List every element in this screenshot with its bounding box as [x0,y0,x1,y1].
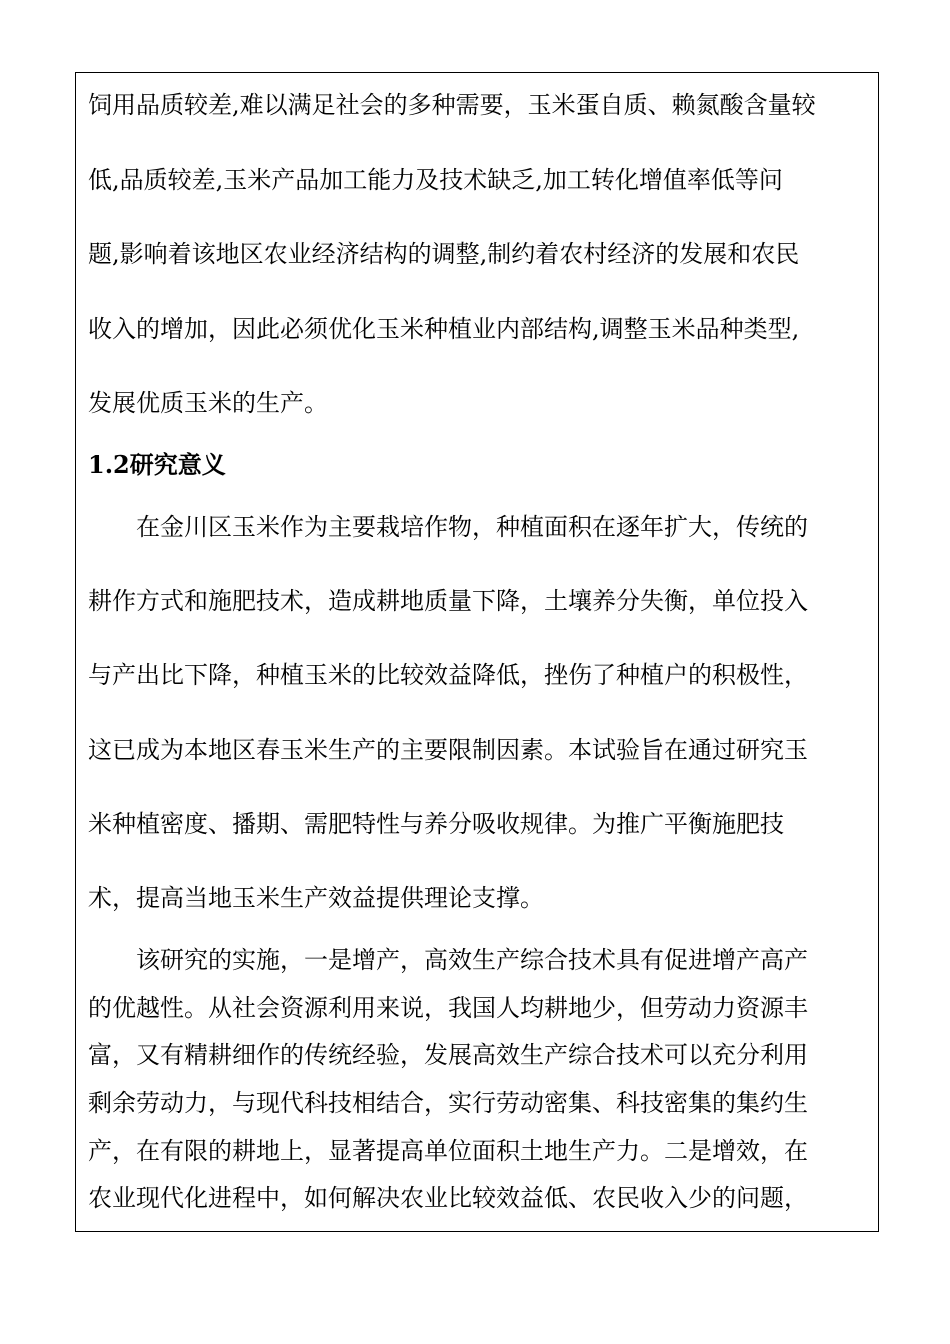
text-line: 低,品质较差,玉米产品加工能力及技术缺乏,加工转化增值率低等问 [88,166,783,194]
document-frame [75,72,879,1232]
text-line: 收入的增加，因此必须优化玉米种植业内部结构,调整玉米品种类型, [88,315,800,343]
text-line: 的优越性。从社会资源利用来说，我国人均耕地少，但劳动力资源丰 [88,994,808,1022]
text-line: 与产出比下降，种植玉米的比较效益降低，挫伤了种植户的积极性， [88,661,808,689]
text-line: 农业现代化进程中，如何解决农业比较效益低、农民收入少的问题， [88,1184,808,1212]
text-line: 这已成为本地区春玉米生产的主要限制因素。本试验旨在通过研究玉 [88,736,808,764]
text-line: 产，在有限的耕地上，显著提高单位面积土地生产力。二是增效，在 [88,1137,808,1165]
text-line: 该研究的实施，一是增产，高效生产综合技术具有促进增产高产 [136,946,808,974]
text-line: 米种植密度、播期、需肥特性与养分吸收规律。为推广平衡施肥技 [88,810,784,838]
text-line: 在金川区玉米作为主要栽培作物，种植面积在逐年扩大，传统的 [136,513,808,541]
text-line: 饲用品质较差,难以满足社会的多种需要，玉米蛋自质、赖氮酸含量较 [88,91,816,119]
text-line: 富，又有精耕细作的传统经验，发展高效生产综合技术可以充分利用 [88,1041,808,1069]
text-line: 发展优质玉米的生产。 [88,389,328,417]
text-line: 剩余劳动力，与现代科技相结合，实行劳动密集、科技密集的集约生 [88,1089,808,1117]
text-line: 耕作方式和施肥技术，造成耕地质量下降，土壤养分失衡，单位投入 [88,587,808,615]
text-line: 题,影响着该地区农业经济结构的调整,制约着农村经济的发展和农民 [88,240,800,268]
section-heading: 1.2研究意义 [88,450,226,479]
text-line: 术，提高当地玉米生产效益提供理论支撑。 [88,884,544,912]
